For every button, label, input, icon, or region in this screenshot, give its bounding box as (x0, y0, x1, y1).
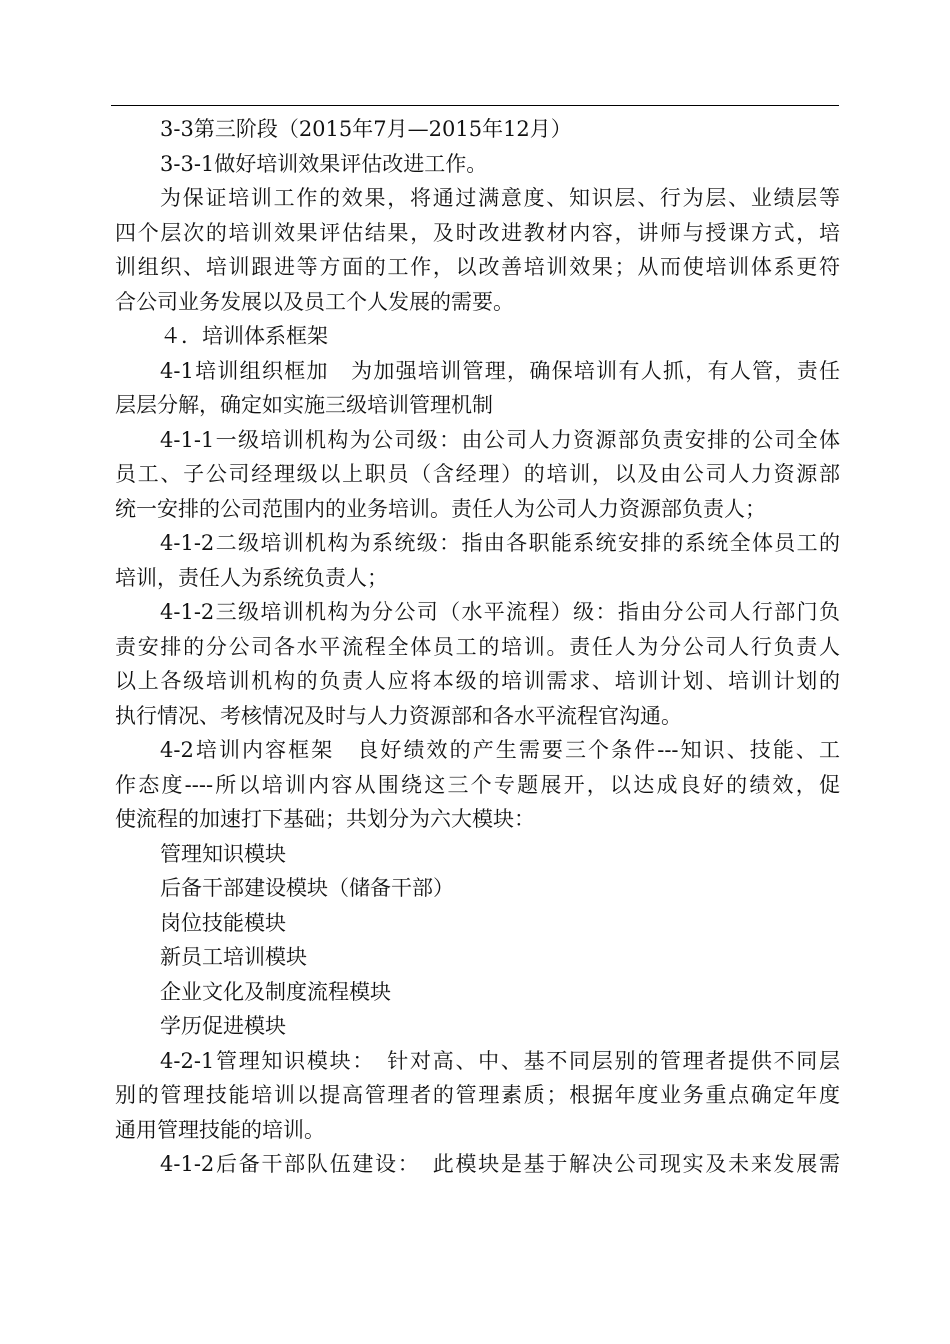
header-rule (111, 105, 839, 106)
text-line: 员工、子公司经理级以上职员（含经理）的培训，以及由公司人力资源部 (115, 462, 840, 486)
text-line: 层层分解，确定如实施三级培训管理机制 (115, 393, 493, 417)
text-line: 执行情况、考核情况及时与人力资源部和各水平流程官沟通。 (115, 703, 682, 728)
text-line: 学历促进模块 (160, 1014, 286, 1038)
text-line: 4-1-1一级培训机构为公司级：由公司人力资源部负责安排的公司全体 (160, 427, 840, 452)
text-line: 统一安排的公司范围内的业务培训。责任人为公司人力资源部负责人； (115, 496, 766, 521)
text-line: 后备干部建设模块（储备干部） (160, 876, 454, 900)
text-line: 4-2培训内容框架 良好绩效的产生需要三个条件---知识、技能、工 (160, 738, 840, 762)
text-line: 别的管理技能培训以提高管理者的管理素质；根据年度业务重点确定年度 (115, 1083, 840, 1107)
text-line: 4-2-1管理知识模块： 针对高、中、基不同层别的管理者提供不同层 (160, 1048, 840, 1073)
text-line: ４．培训体系框架 (160, 324, 328, 348)
text-line: 责安排的分公司各水平流程全体员工的培训。责任人为分公司人行负责人 (115, 634, 840, 659)
text-line: 3-3第三阶段（2015年7月—2015年12月） (160, 117, 572, 141)
text-line: 使流程的加速打下基础；共划分为六大模块： (115, 807, 535, 831)
text-line: 合公司业务发展以及员工个人发展的需要。 (115, 289, 514, 314)
text-line: 新员工培训模块 (160, 945, 307, 969)
text-line: 训组织、培训跟进等方面的工作，以改善培训效果；从而使培训体系更符 (115, 255, 840, 279)
text-line: 企业文化及制度流程模块 (160, 979, 391, 1004)
text-line: 岗位技能模块 (160, 910, 286, 935)
text-line: 3-3-1做好培训效果评估改进工作。 (160, 151, 488, 176)
text-line: 作态度----所以培训内容从围绕这三个专题展开，以达成良好的绩效，促 (115, 772, 840, 797)
text-line: 四个层次的培训效果评估结果，及时改进教材内容，讲师与授课方式，培 (115, 220, 840, 245)
text-line: 4-1-2三级培训机构为分公司（水平流程）级：指由分公司人行部门负 (160, 600, 840, 624)
document-body (115, 112, 840, 1182)
text-line: 管理知识模块 (160, 841, 286, 866)
text-line: 为保证培训工作的效果，将通过满意度、知识层、行为层、业绩层等 (160, 186, 840, 210)
text-line: 培训，责任人为系统负责人； (115, 565, 388, 590)
text-line: 4-1-2二级培训机构为系统级：指由各职能系统安排的系统全体员工的 (160, 531, 840, 555)
text-line: 以上各级培训机构的负责人应将本级的培训需求、培训计划、培训计划的 (115, 669, 840, 693)
text-line: 通用管理技能的培训。 (115, 1117, 325, 1142)
text-line: 4-1培训组织框加 为加强培训管理，确保培训有人抓，有人管，责任 (160, 358, 840, 383)
text-line: 4-1-2后备干部队伍建设： 此模块是基于解决公司现实及未来发展需 (160, 1152, 840, 1176)
